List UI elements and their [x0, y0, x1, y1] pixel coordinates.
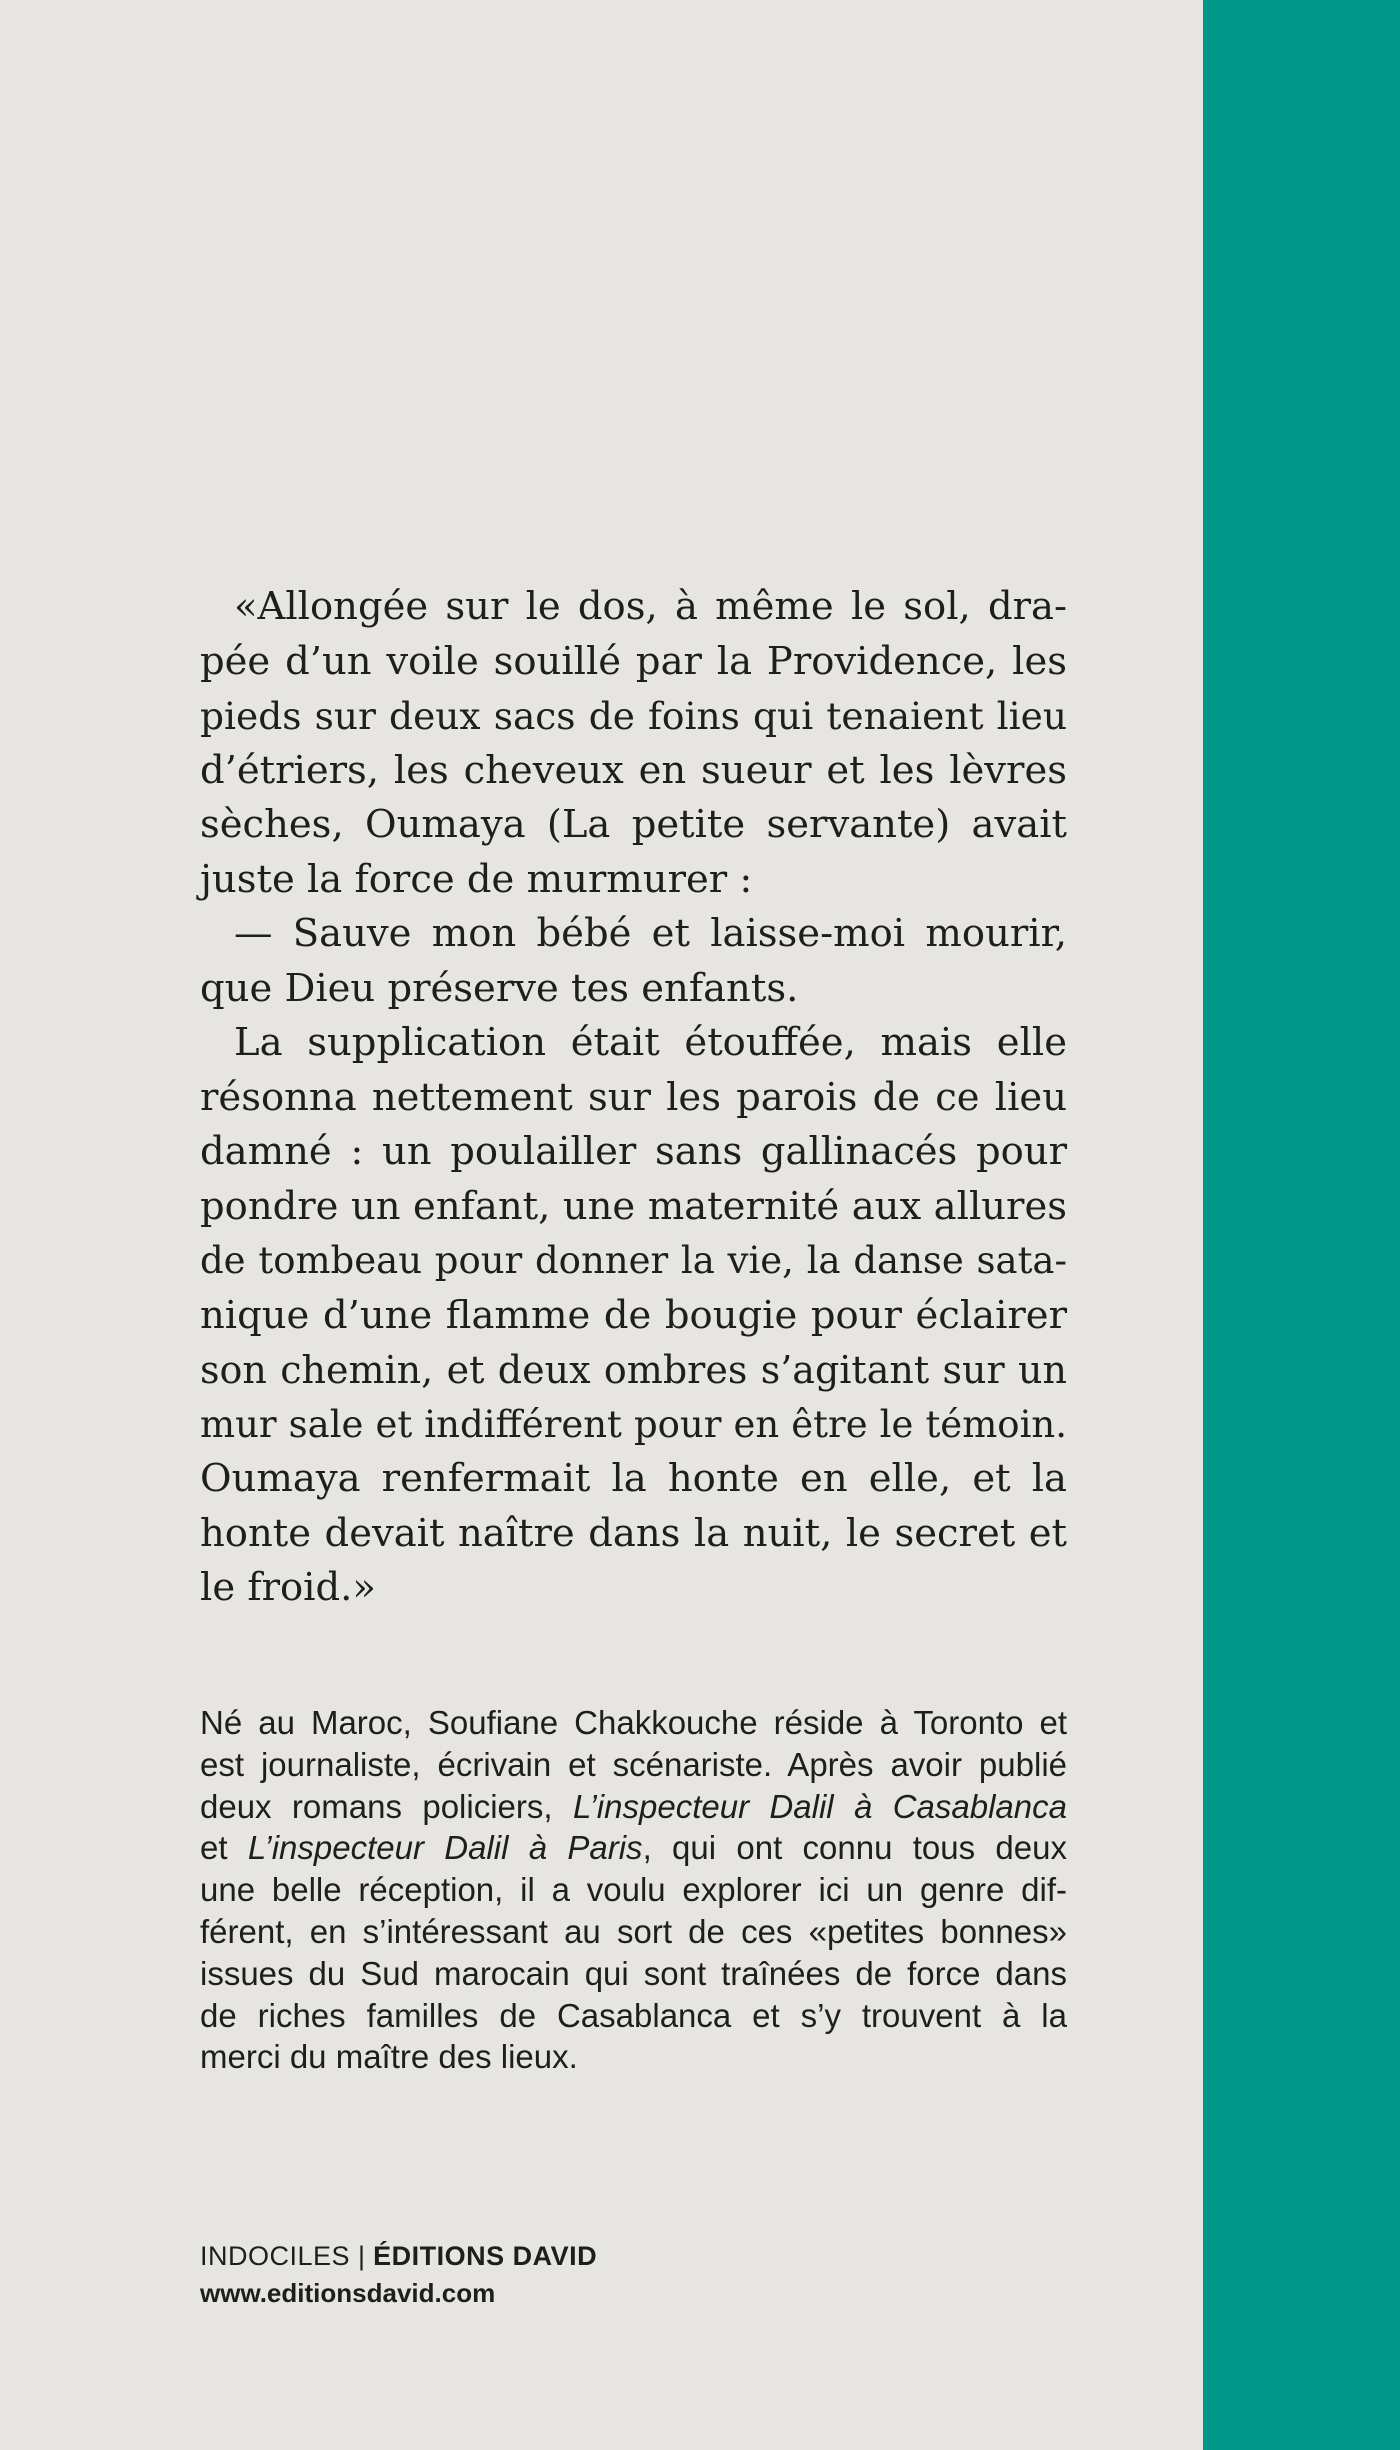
teal-edge-band — [1203, 0, 1400, 2450]
bio-line: Né au Maroc, Soufiane Chakkouche réside à Toronto et — [200, 1704, 1067, 1741]
excerpt-line: «Allongée sur le dos, à même le sol, dra- — [234, 584, 1067, 629]
excerpt-line: résonna nettement sur les parois de ce lieu — [200, 1074, 1067, 1120]
excerpt-line: nique d’une flamme de bougie pour éclairer — [200, 1292, 1067, 1338]
publisher-separator: | — [358, 2241, 366, 2271]
excerpt-line: d’étriers, les cheveux en sueur et les lèvres — [200, 747, 1067, 793]
bio-line — [200, 1827, 1067, 1869]
excerpt-line: damné : un poulailler sans gallinacés pour — [200, 1129, 1067, 1174]
excerpt-line: honte devait naître dans la nuit, le secret et — [200, 1510, 1067, 1556]
excerpt-line: mur sale et indifférent pour en être le témoin. — [200, 1402, 1067, 1446]
bio-text: et — [200, 1829, 248, 1867]
bio-line — [200, 1786, 1067, 1828]
bio-line: issues du Sud marocain qui sont traînées de force dans — [200, 1954, 1067, 1992]
book-excerpt — [200, 580, 1067, 1616]
book-title-casablanca: L’inspecteur Dalil à Casablanca — [572, 1787, 1067, 1825]
bio-text: , qui ont connu tous deux — [642, 1829, 1067, 1867]
book-title-paris: L’inspecteur Dalil à Paris — [247, 1829, 643, 1867]
author-bio — [200, 1702, 1067, 2078]
bio-line: une belle réception, il a voulu explorer ici un genre dif- — [200, 1871, 1067, 1909]
publisher-line — [200, 2236, 597, 2276]
excerpt-line: pondre un enfant, une maternité aux allures — [200, 1183, 1067, 1229]
excerpt-line: sèches, Oumaya (La petite servante) avait — [200, 802, 1067, 847]
excerpt-line: pée d’un voile souillé par la Providence, les — [200, 638, 1067, 684]
excerpt-line: Oumaya renfermait la honte en elle, et la — [200, 1456, 1067, 1501]
excerpt-line: son chemin, et deux ombres s’agitant sur un — [200, 1348, 1067, 1392]
bio-line: est journaliste, écrivain et scénariste. Après avoir publié — [200, 1745, 1067, 1783]
excerpt-line: pieds sur deux sacs de foins qui tenaient lieu — [200, 694, 1067, 738]
bio-line: merci du maître des lieux. — [200, 2038, 578, 2076]
collection-name: INDOCILES — [200, 2241, 351, 2271]
bio-text: deux romans policiers, — [200, 1787, 573, 1825]
excerpt-line: le froid.» — [200, 1565, 376, 1610]
publisher-website: www.editionsdavid.com — [200, 2278, 496, 2308]
excerpt-line: de tombeau pour donner la vie, la danse sata- — [200, 1239, 1067, 1282]
bio-line: férent, en s’intéressant au sort de ces «petites bonnes» — [200, 1912, 1067, 1950]
excerpt-line: — Sauve mon bébé et laisse-moi mourir, — [234, 911, 1067, 956]
excerpt-line: La supplication était étouffée, mais elle — [234, 1020, 1067, 1065]
bio-line: de riches familles de Casablanca et s’y trouvent à la — [200, 1996, 1067, 2034]
excerpt-line: juste la force de murmurer : — [200, 856, 753, 902]
excerpt-line: que Dieu préserve tes enfants. — [200, 965, 799, 1011]
publisher-name: ÉDITIONS DAVID — [373, 2241, 598, 2271]
